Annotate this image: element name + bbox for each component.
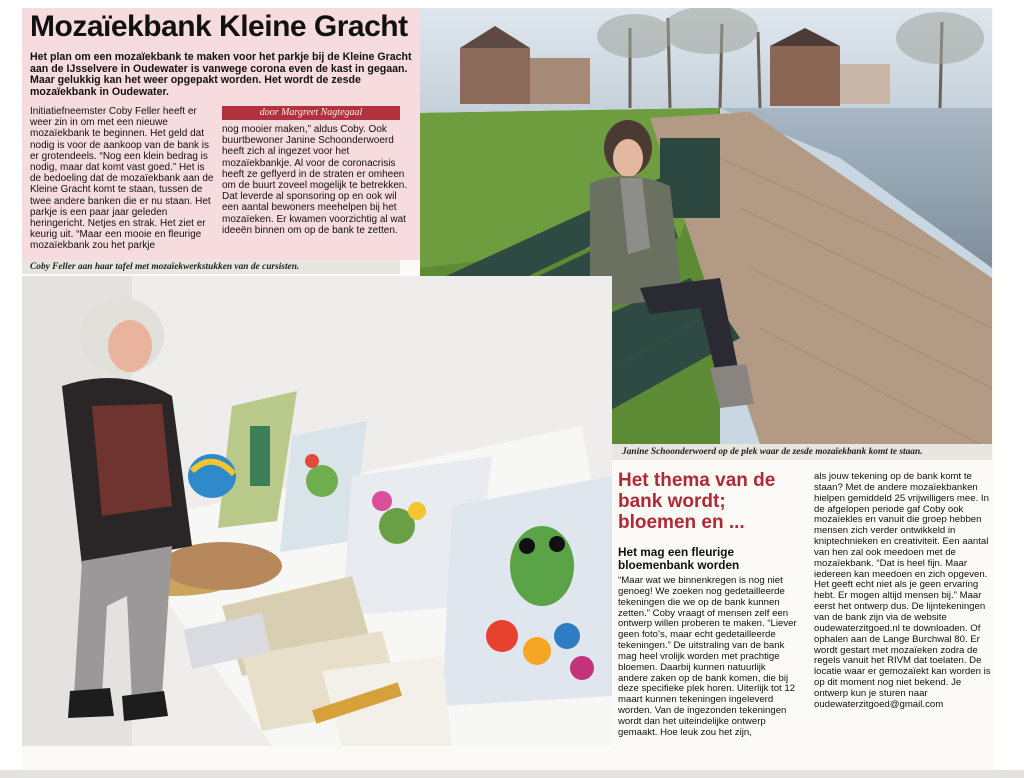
section-intro-heading: Het mag een fleurige bloemenbank worden (618, 545, 740, 572)
article-lead: Het plan om een mozaïekbank te maken voor het parkje bij de Kleine Gracht aan de IJsselvere in Oudewater is vanwege corona even de kast in gegaan. Maar gelukkig kan het weer opgepakt worden. Het wordt de zesde mozaïekbank in Oudewater. (30, 51, 412, 98)
article-column-3 (618, 576, 798, 752)
woman-at-mosaic-table-photo (22, 276, 612, 746)
column-2-text: nog mooier maken,” aldus Coby. Ook buurtbewoner Janine Schoonderwoerd heeft zich al ingezet voor het mozaïekbankje. Al voor de coronacrisis heeft ze geflyerd in de straten er omheen om de buurt zoveel mogelijk te betrekken. Dat leverde al sponsoring op en ook wil een aantal bewoners meehelpen bij het mozaïeken. Er kwamen voorzichtig al wat ideeën binnen om op de bank te zetten. (222, 124, 408, 236)
column-4-text: als jouw tekening op de bank komt te staan? Met de andere mozaïekbanken hielpen gemiddeld 25 vrijwilligers mee. In de afgelopen periode gaf Coby ook mozaïekles en vanuit die groep hebben mensen zich verder ontwikkeld in kniptechnieken en creativiteit. Een aantal van hen zal ook meedoen met de mozaïekbank. “Dat is heel fijn. Maar iedereen kan meedoen en zich opgeven. Het geeft echt niet als je geen ervaring hebt. Er mogen altijd mensen bij.” Maar eerst het ontwerp dus. De lijntekeningen van de bank zijn via de website oudewaterzitgoed.nl te downloaden. Of ophalen aan de Lange Burchwal 80. Er wordt gestart met mozaïeken zodra de regels vanuit het RIVM dat toelaten. De locatie waar er gemozaïekt kan worden is op dit moment nog niet bekend. Je ontwerp kun je sturen naar oudewaterzitgoed@gmail.com (814, 472, 991, 710)
article-column-4 (814, 472, 992, 752)
photo-caption-left: Coby Feller aan haar tafel met mozaïekwerkstukken van de cursisten. (30, 262, 300, 272)
page-bottom-strip (0, 770, 1024, 778)
byline: door Margreet Nagtegaal (222, 106, 400, 120)
photo-caption-right: Janine Schoonderwoerd op de plek waar de zesde mozaïekbank komt te staan. (622, 447, 923, 457)
article-column-2 (222, 124, 412, 258)
article-column-1 (30, 106, 218, 258)
mosaic-table-illustration (22, 276, 612, 746)
section-subhead: Het thema van de bank wordt; bloemen en ... (618, 470, 776, 533)
column-3-text: “Maar wat we binnenkregen is nog niet genoeg! We zoeken nog gedetailleerde tekeningen die we op de bank kunnen zetten.” Coby vraagt of mensen zelf een ontwerp willen proberen te maken. “Liever geen foto’s, maar echt gedetailleerde tekeningen.” De uitstraling van de bank mag heel vrolijk worden met prachtige bloemen. Daarbij kunnen natuurlijk andere zaken op de bank komen, die bij deze specifieke plek horen. Uiterlijk tot 12 maart kunnen tekeningen ingeleverd worden. Van de ingezonden tekeningen wordt dan het uiteindelijke ontwerp gemaakt. Hoe leuk zou het zijn, (618, 576, 797, 738)
article-title: Mozaïekbank Kleine Gracht (30, 10, 408, 43)
column-1-text: Initiatiefneemster Coby Feller heeft er weer zin in om met een nieuwe mozaïekbank te beginnen. Het geld dat nodig is voor de aankoop van de bank is er grotendeels. “Nog een klein bedrag is nodig, maar dat komt vast goed.” Het is de bedoeling dat de mozaïekbank aan de Kleine Gracht komt te staan, tussen de twee andere banken die er nu staan. Het parkje is een paar jaar geleden heringericht. Netjes en strak. Het ziet er keurig uit. “Maar een mooie en fleurige mozaïekbank zou het parkje (30, 106, 214, 252)
